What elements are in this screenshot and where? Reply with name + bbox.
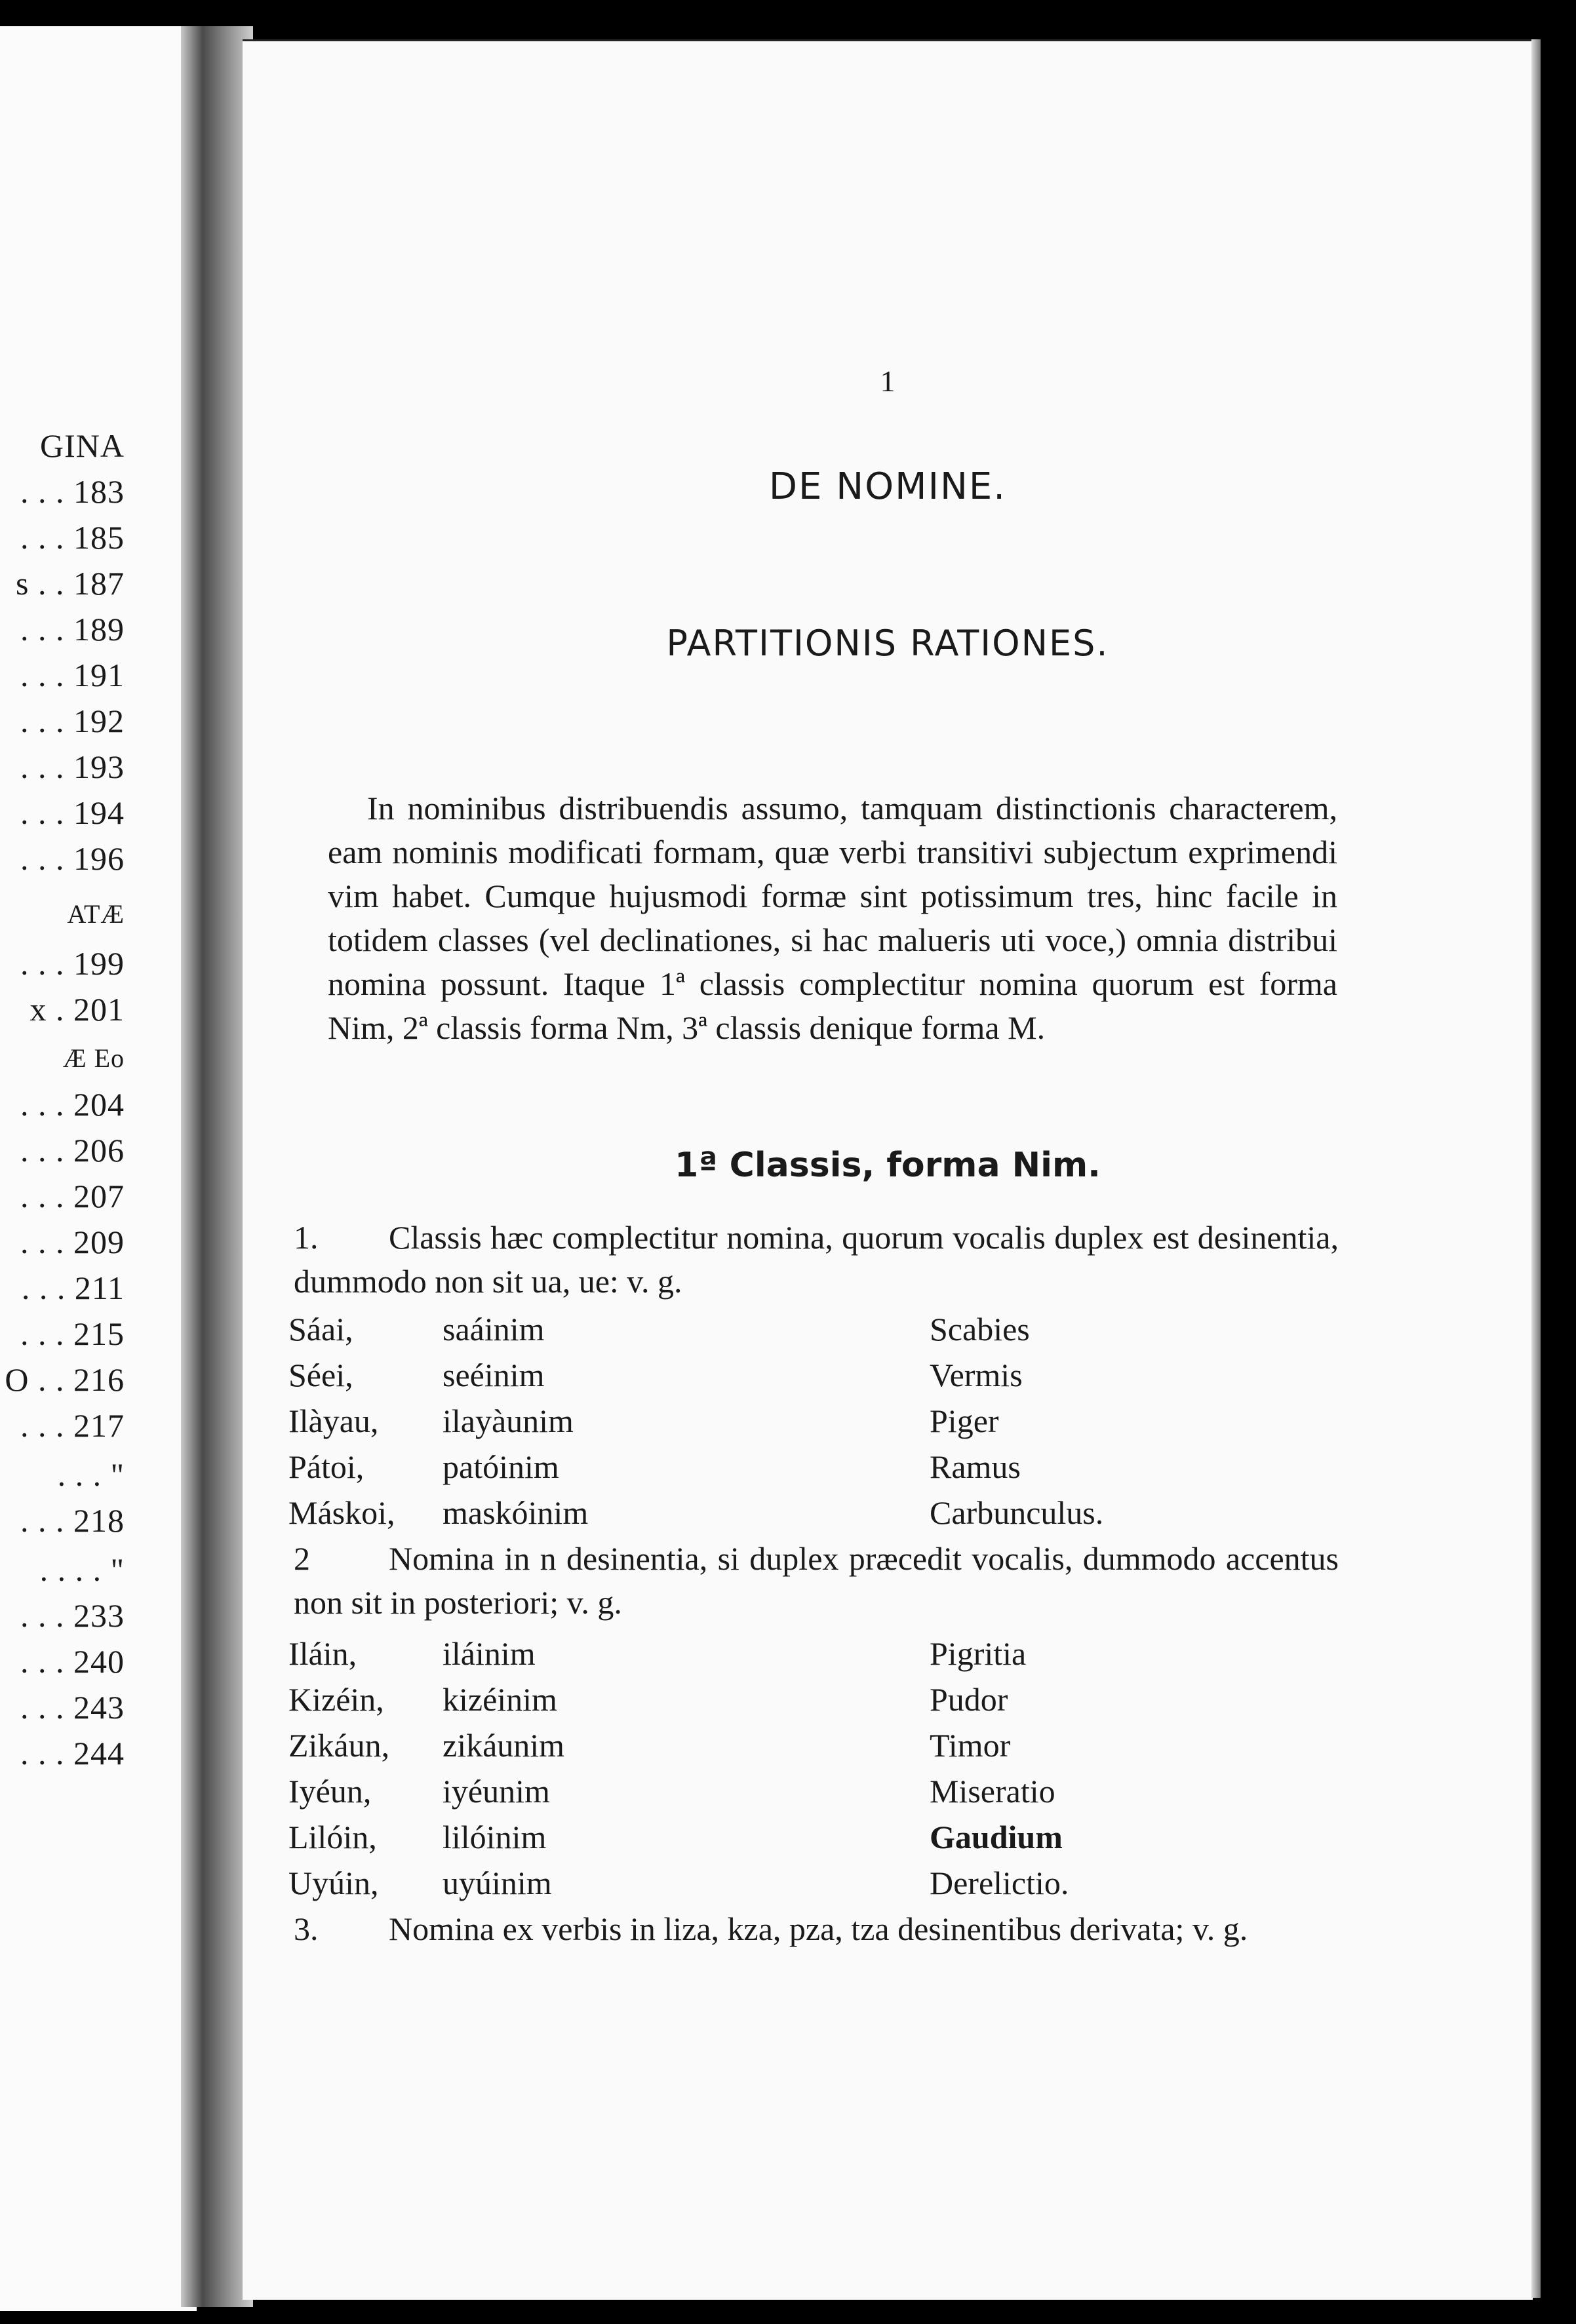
rule-3	[294, 1907, 1339, 1951]
toc-line: . . . "	[57, 1456, 125, 1493]
toc-line: . . . 243	[20, 1689, 125, 1726]
toc-line: . . . 196	[20, 840, 125, 877]
toc-line: . . . 240	[20, 1643, 125, 1680]
toc-line: . . . 211	[21, 1269, 125, 1306]
example-word: Lilóin,	[288, 1819, 377, 1855]
example-word: Sáai,	[288, 1311, 353, 1347]
toc-line: GINA	[40, 427, 125, 464]
toc-line: . . . 207	[20, 1178, 125, 1214]
toc-line: . . . 193	[20, 748, 125, 785]
toc-line: . . . 206	[20, 1132, 125, 1169]
example-meaning: Timor	[930, 1727, 1011, 1764]
section-title: PARTITIONIS RATIONES.	[666, 623, 1109, 664]
rule-text: Nomina in n desinentia, si duplex præcedit vocalis, dummodo accentus non sit in posteriori; v. g.	[294, 1540, 1339, 1621]
intro-paragraph-text: In nominibus distribuendis assumo, tamquam distinctionis characterem, eam nominis modificati formam, quæ verbi transitivi subjectum exprimendi vim habet. Cumque hujusmodi formæ sint potissimum tres, hinc facile in totidem classes (vel declinationes, si hac malueris uti voce,) omnia distribui nomina possunt. Itaque 1ª classis complectitur nomina quorum est forma Nim, 2ª classis forma Nm, 3ª classis denique forma M.	[328, 790, 1337, 1046]
example-meaning: Gaudium	[930, 1819, 1063, 1855]
toc-line: . . . 183	[20, 473, 125, 510]
example-form: ilayàunim	[443, 1403, 574, 1439]
example-word: Séei,	[288, 1357, 353, 1393]
toc-line: O . . 216	[5, 1361, 125, 1398]
rule-number: 3.	[294, 1910, 319, 1947]
toc-line: Æ Eo	[63, 1043, 125, 1073]
rule-1	[294, 1216, 1339, 1304]
example-form: maskóinim	[443, 1494, 589, 1531]
rule-text: Nomina ex verbis in liza, kza, pza, tza desinentibus derivata; v. g.	[389, 1910, 1248, 1947]
toc-line: x . 201	[30, 991, 125, 1028]
example-meaning: Scabies	[930, 1311, 1030, 1347]
intro-paragraph	[328, 786, 1337, 1050]
example-form: iláinim	[443, 1635, 536, 1672]
example-word: Pátoi,	[288, 1448, 364, 1485]
toc-line: . . . 189	[20, 611, 125, 648]
toc-line: s . . 187	[16, 565, 125, 602]
example-form: uyúinim	[443, 1865, 552, 1901]
example-meaning: Piger	[930, 1403, 999, 1439]
example-form: saáinim	[443, 1311, 545, 1347]
rule-number: 2	[294, 1540, 310, 1577]
toc-line: . . . 192	[20, 703, 125, 739]
example-form: kizéinim	[443, 1681, 557, 1718]
example-meaning: Vermis	[930, 1357, 1023, 1393]
rule-2	[294, 1537, 1339, 1625]
rule-text: Classis hæc complectitur nomina, quorum vocalis duplex est desinentia, dummodo non sit ua, ue: v. g.	[294, 1219, 1339, 1300]
rule-number: 1.	[294, 1219, 319, 1256]
toc-line: ATÆ	[67, 899, 125, 929]
toc-line: . . . 217	[20, 1407, 125, 1444]
page-edge	[1531, 39, 1541, 2298]
example-meaning: Ramus	[930, 1448, 1021, 1485]
example-form: patóinim	[443, 1448, 559, 1485]
example-word: Ilàyau,	[288, 1403, 379, 1439]
example-word: Uyúin,	[288, 1865, 379, 1901]
example-word: Máskoi,	[288, 1494, 395, 1531]
example-form: zikáunim	[443, 1727, 565, 1764]
example-meaning: Miseratio	[930, 1773, 1055, 1810]
example-form: seéinim	[443, 1357, 545, 1393]
chapter-title: DE NOMINE.	[768, 465, 1007, 508]
subsection-title: 1ª Classis, forma Nim.	[675, 1146, 1101, 1185]
example-form: lilóinim	[443, 1819, 547, 1855]
example-meaning: Pigritia	[930, 1635, 1027, 1672]
example-word: Iláin,	[288, 1635, 357, 1672]
toc-line: . . . 191	[20, 657, 125, 693]
example-form: iyéunim	[443, 1773, 550, 1810]
example-meaning: Derelictio.	[930, 1865, 1069, 1901]
toc-line: . . . 185	[20, 519, 125, 556]
example-word: Iyéun,	[288, 1773, 372, 1810]
example-word: Kizéin,	[288, 1681, 384, 1718]
example-word: Zikáun,	[288, 1727, 390, 1764]
toc-line: . . . . "	[39, 1551, 125, 1588]
toc-line: . . . 244	[20, 1735, 125, 1772]
toc-line: . . . 233	[20, 1597, 125, 1634]
toc-line: . . . 194	[20, 794, 125, 831]
previous-page-fragment	[0, 26, 197, 2311]
toc-line: . . . 215	[20, 1315, 125, 1352]
toc-line: . . . 209	[20, 1224, 125, 1260]
page-number: 1	[880, 364, 896, 398]
toc-line: . . . 218	[20, 1502, 125, 1539]
toc-line: . . . 204	[20, 1086, 125, 1123]
example-meaning: Pudor	[930, 1681, 1008, 1718]
toc-line: . . . 199	[20, 945, 125, 982]
example-meaning: Carbunculus.	[930, 1494, 1104, 1531]
